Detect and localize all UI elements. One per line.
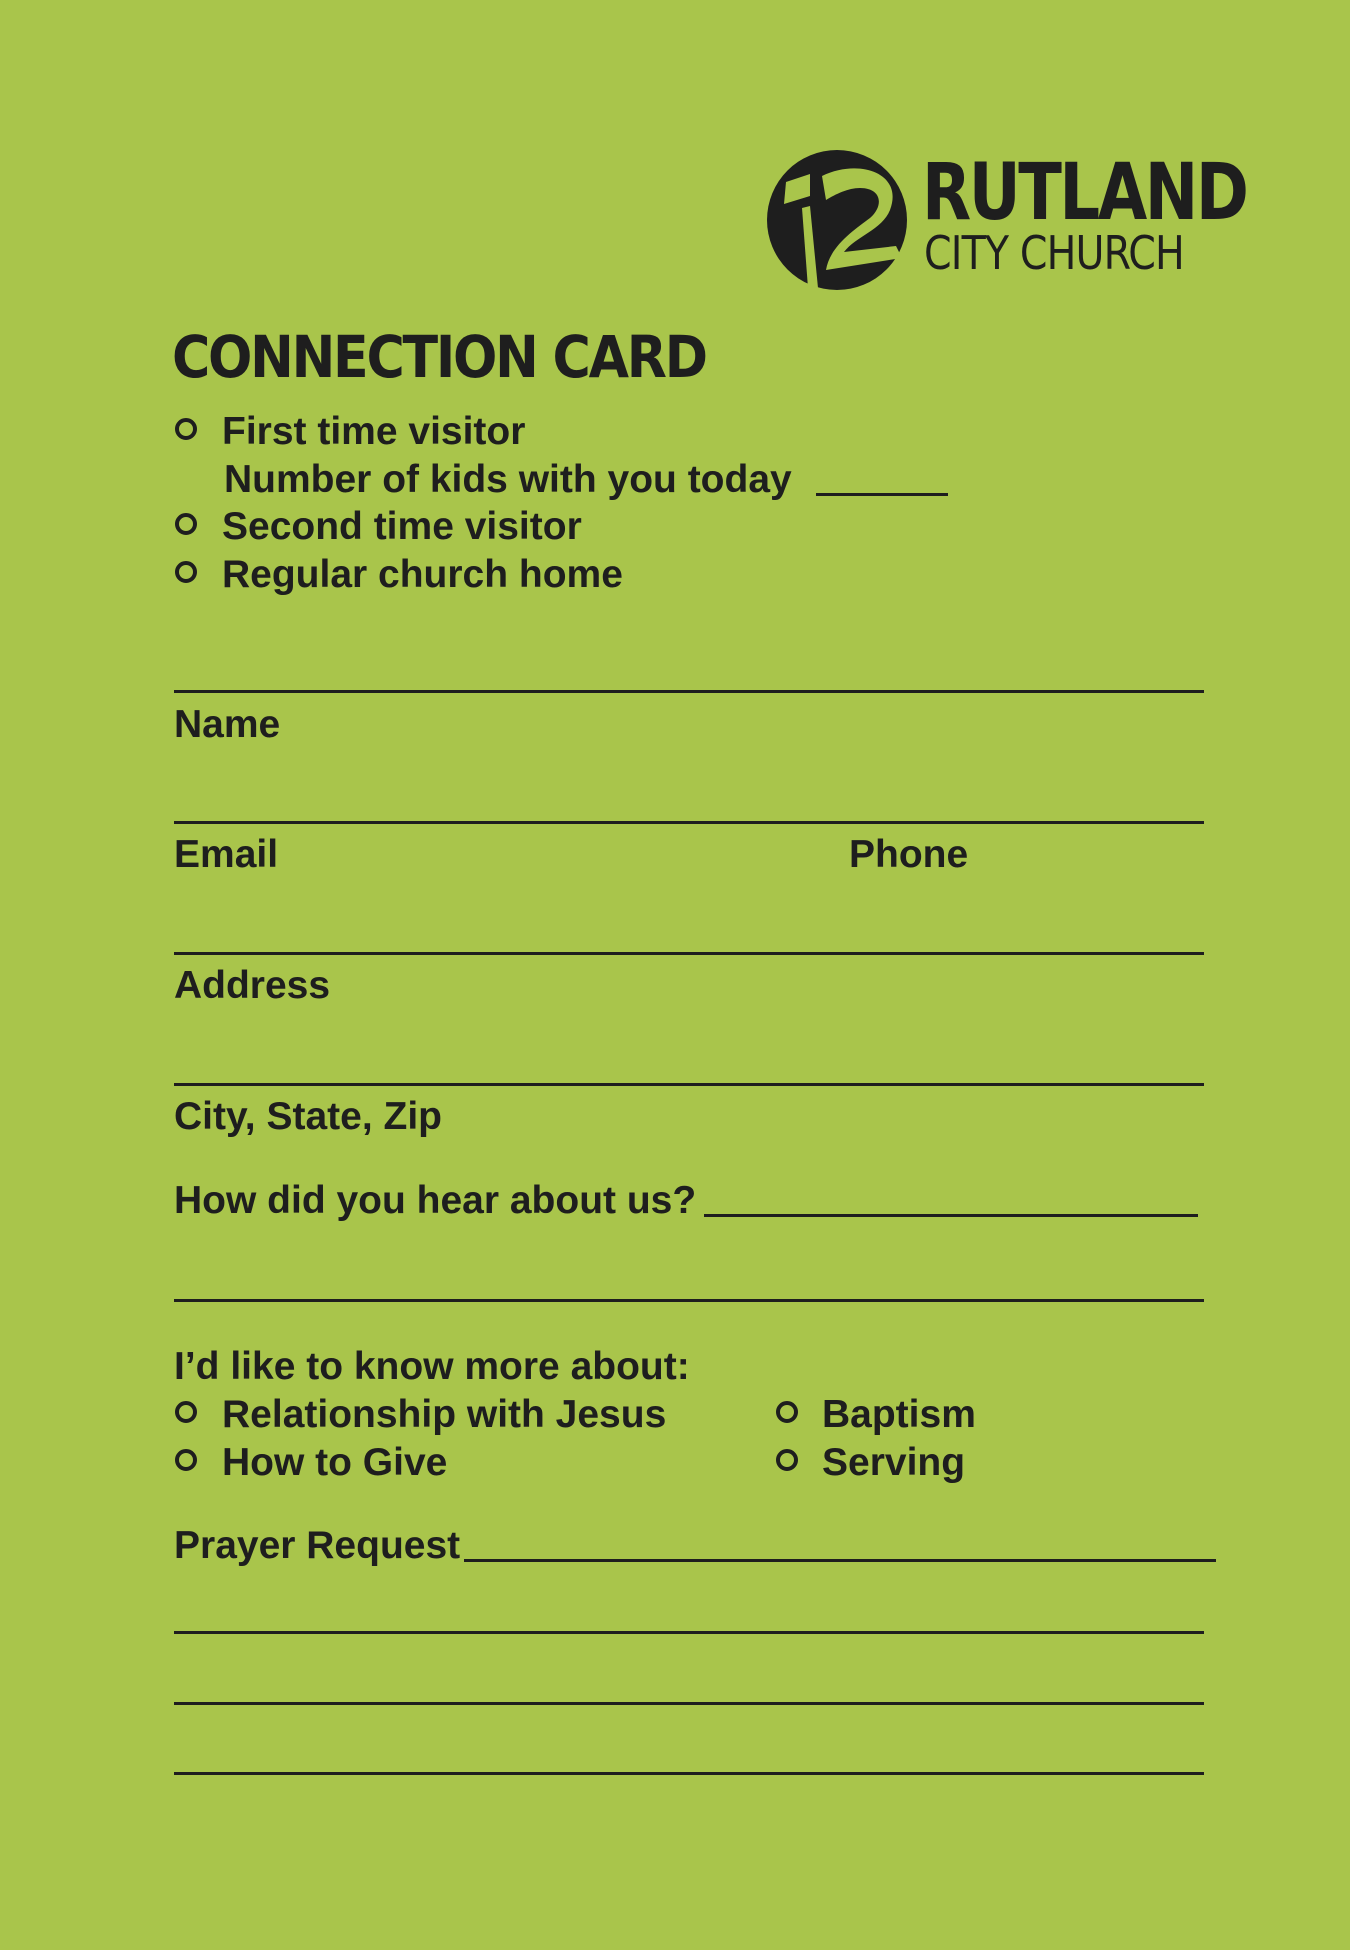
interest-label-relationship-with-jesus: Relationship with Jesus — [222, 1393, 667, 1436]
option-label-regular-church-home: Regular church home — [222, 553, 623, 596]
city-state-zip-field[interactable] — [174, 1083, 1204, 1086]
hear-about-us-field[interactable] — [704, 1214, 1198, 1217]
checkbox-relationship-with-jesus[interactable] — [175, 1401, 197, 1423]
name-label: Name — [174, 703, 281, 746]
option-label-first-time-visitor: First time visitor — [222, 410, 526, 453]
interest-label-serving: Serving — [822, 1441, 966, 1484]
phone-label: Phone — [849, 833, 969, 876]
radio-regular-church-home[interactable] — [175, 561, 197, 583]
address-field[interactable] — [174, 952, 1204, 955]
city-state-zip-label: City, State, Zip — [174, 1095, 442, 1138]
church-logo — [764, 148, 1247, 293]
checkbox-baptism[interactable] — [776, 1401, 798, 1423]
email-phone-field[interactable] — [174, 821, 1204, 824]
radio-first-time-visitor[interactable] — [175, 418, 197, 440]
prayer-request-label: Prayer Request — [174, 1524, 461, 1567]
logo-name-line2: CITY CHURCH — [924, 226, 1184, 280]
address-label: Address — [174, 964, 331, 1007]
hear-about-us-label: How did you hear about us? — [174, 1179, 697, 1222]
kids-count-label: Number of kids with you today — [224, 458, 792, 501]
prayer-request-line-2[interactable] — [174, 1702, 1204, 1705]
prayer-request-field[interactable] — [464, 1559, 1216, 1562]
prayer-request-line-1[interactable] — [174, 1631, 1204, 1634]
interest-label-how-to-give: How to Give — [222, 1441, 448, 1484]
name-field[interactable] — [174, 690, 1204, 693]
kids-count-field[interactable] — [816, 493, 948, 496]
page-title: CONNECTION CARD — [172, 323, 706, 391]
email-label: Email — [174, 833, 279, 876]
checkbox-serving[interactable] — [776, 1449, 798, 1471]
interest-label-baptism: Baptism — [822, 1393, 976, 1436]
prayer-request-line-3[interactable] — [174, 1772, 1204, 1775]
interests-heading: I’d like to know more about: — [174, 1345, 690, 1388]
logo-name-line1: RUTLAND — [922, 148, 1247, 238]
option-label-second-time-visitor: Second time visitor — [222, 505, 582, 548]
checkbox-how-to-give[interactable] — [175, 1449, 197, 1471]
rutland-church-logo-mark-icon — [764, 148, 914, 293]
hear-about-us-field-line2[interactable] — [174, 1299, 1204, 1302]
radio-second-time-visitor[interactable] — [175, 513, 197, 535]
